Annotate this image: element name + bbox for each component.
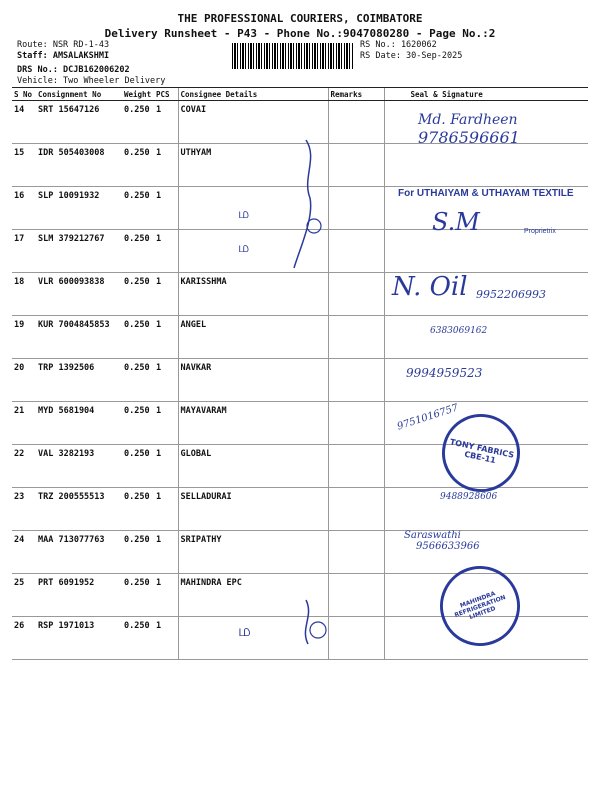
- signature-phone-20: 9994959523: [406, 366, 483, 380]
- cell-sno: 25: [12, 574, 36, 617]
- signature-row-20: [406, 366, 482, 380]
- signature-name: Md. Fardheen: [418, 112, 518, 128]
- staff-text: Staff: AMSALAKSHMI: [17, 51, 110, 61]
- signature-row-18: N. Oil: [392, 272, 468, 302]
- cell-pcs: 1: [154, 488, 178, 531]
- barcode-image: [232, 43, 354, 69]
- cell-consignment: RSP 1971013: [36, 617, 122, 660]
- cell-remarks: [328, 402, 384, 445]
- cell-pcs: 1: [154, 230, 178, 273]
- col-remarks: Remarks: [328, 88, 384, 101]
- cell-weight: 0.250: [122, 359, 154, 402]
- cell-pcs: 1: [154, 617, 178, 660]
- cell-consignment: MYD 5681904: [36, 402, 122, 445]
- cell-pcs: 1: [154, 101, 178, 144]
- cell-consignee: ANGEL: [178, 316, 328, 359]
- cell-remarks: [328, 316, 384, 359]
- col-weight: Weight: [122, 88, 154, 101]
- cell-consignee: KARISSHMA: [178, 273, 328, 316]
- handwritten-bracket-15-17: [230, 138, 330, 278]
- table-row: [12, 488, 588, 531]
- rs-date-text: RS Date: 30-Sep-2025: [360, 51, 463, 61]
- cell-weight: 0.250: [122, 187, 154, 230]
- cell-remarks: [328, 187, 384, 230]
- tick-mark-17: ம: [238, 240, 250, 256]
- bracket-stroke: [294, 140, 311, 268]
- cell-consignee: SELLADURAI: [178, 488, 328, 531]
- circled-mark: [307, 219, 321, 233]
- cell-pcs: 1: [154, 273, 178, 316]
- cell-weight: 0.250: [122, 574, 154, 617]
- cell-consignment: TRP 1392506: [36, 359, 122, 402]
- cell-weight: 0.250: [122, 316, 154, 359]
- cell-remarks: [328, 445, 384, 488]
- bracket-stroke: [305, 600, 308, 644]
- cell-pcs: 1: [154, 574, 178, 617]
- cell-weight: 0.250: [122, 488, 154, 531]
- handwritten-mark-26: [230, 598, 340, 648]
- cell-consignee: MAYAVARAM: [178, 402, 328, 445]
- cell-seal: [384, 316, 588, 359]
- signature-phone-18: 9952206993: [476, 288, 546, 301]
- cell-consignment: VAL 3282193: [36, 445, 122, 488]
- col-consignment: Consignment No: [36, 88, 122, 101]
- cell-sno: 17: [12, 230, 36, 273]
- header-left: [17, 40, 165, 87]
- table-header-row: [12, 88, 588, 101]
- cell-weight: 0.250: [122, 445, 154, 488]
- circled-mark: [310, 622, 326, 638]
- cell-remarks: [328, 101, 384, 144]
- tick-mark: ம: [238, 621, 251, 640]
- cell-pcs: 1: [154, 531, 178, 574]
- cell-pcs: 1: [154, 402, 178, 445]
- cell-remarks: [328, 488, 384, 531]
- cell-pcs: 1: [154, 359, 178, 402]
- cell-consignment: SRT 15647126: [36, 101, 122, 144]
- cell-weight: 0.250: [122, 273, 154, 316]
- company-title: THE PROFESSIONAL COURIERS, COIMBATORE: [177, 12, 423, 25]
- cell-weight: 0.250: [122, 531, 154, 574]
- cell-consignee: MAHINDRA EPC: [178, 574, 328, 617]
- cell-sno: 20: [12, 359, 36, 402]
- cell-consignment: IDR 505403008: [36, 144, 122, 187]
- signature-row-24: [404, 530, 480, 552]
- signature-row-19: [430, 326, 487, 336]
- cell-pcs: 1: [154, 316, 178, 359]
- cell-sno: 14: [12, 101, 36, 144]
- runsheet-title: Delivery Runsheet - P43 - Phone No.:9047080280 - Page No.:2: [104, 27, 496, 40]
- route-text: Route: NSR RD-1-43: [17, 40, 110, 50]
- cell-consignment: KUR 7004845853: [36, 316, 122, 359]
- cell-pcs: 1: [154, 144, 178, 187]
- cell-consignment: PRT 6091952: [36, 574, 122, 617]
- cell-seal: [384, 144, 588, 187]
- cell-pcs: 1: [154, 445, 178, 488]
- cell-remarks: [328, 531, 384, 574]
- cell-seal: [384, 359, 588, 402]
- cell-weight: 0.250: [122, 230, 154, 273]
- cell-remarks: [328, 144, 384, 187]
- cell-consignment: SLP 10091932: [36, 187, 122, 230]
- cell-sno: 16: [12, 187, 36, 230]
- cell-consignment: SLM 379212767: [36, 230, 122, 273]
- cell-consignment: MAA 713077763: [36, 531, 122, 574]
- cell-sno: 19: [12, 316, 36, 359]
- signature-phone: 9786596661: [418, 128, 520, 147]
- stamp-text: TONY FABRICS CBE-11: [449, 437, 515, 466]
- col-consignee: Consignee Details: [178, 88, 328, 101]
- table-row: [12, 316, 588, 359]
- cell-remarks: [328, 359, 384, 402]
- cell-sno: 26: [12, 617, 36, 660]
- table-row: [12, 359, 588, 402]
- table-row: [12, 531, 588, 574]
- signature-phone-19: 6383069162: [430, 326, 488, 336]
- signature-phone-24: 9566633966: [416, 541, 480, 552]
- textile-role: Proprietrix: [524, 228, 556, 235]
- cell-consignment: TRZ 200555513: [36, 488, 122, 531]
- cell-sno: 22: [12, 445, 36, 488]
- cell-sno: 15: [12, 144, 36, 187]
- cell-remarks: [328, 230, 384, 273]
- drs-text: DRS No.: DCJB162006202: [17, 65, 130, 75]
- cell-sno: 21: [12, 402, 36, 445]
- cell-consignee: SRIPATHY: [178, 531, 328, 574]
- cell-consignee: COVAI: [178, 101, 328, 144]
- signature-name: Saraswathi: [404, 530, 461, 541]
- tick-mark-16: ம: [238, 206, 250, 222]
- cell-consignee: NAVKAR: [178, 359, 328, 402]
- signature-row-17: S.M: [432, 208, 480, 236]
- signature-phone-23: 9488928606: [440, 492, 498, 502]
- rs-no-text: RS No.: 1620062: [360, 40, 437, 50]
- cell-weight: 0.250: [122, 402, 154, 445]
- col-sno: S No: [12, 88, 36, 101]
- vehicle-text: Vehicle: Two Wheeler Delivery: [17, 76, 166, 86]
- col-seal: Seal & Signature: [384, 88, 588, 101]
- textile-stamp: For UTHAIYAM & UTHAYAM TEXTILE: [398, 188, 574, 199]
- cell-weight: 0.250: [122, 144, 154, 187]
- cell-consignment: VLR 600093838: [36, 273, 122, 316]
- cell-sno: 24: [12, 531, 36, 574]
- signature-phone-21: 9751016757: [395, 402, 460, 433]
- cell-seal: [384, 230, 588, 273]
- cell-remarks: [328, 273, 384, 316]
- cell-sno: 18: [12, 273, 36, 316]
- signature-row-14: [418, 112, 520, 147]
- cell-sno: 23: [12, 488, 36, 531]
- header-right: [360, 40, 462, 62]
- cell-pcs: 1: [154, 187, 178, 230]
- cell-consignee: GLOBAL: [178, 445, 328, 488]
- cell-consignee: UTHYAM: [178, 144, 328, 187]
- cell-weight: 0.250: [122, 617, 154, 660]
- stamp-text: MAHINDRA REFRIGERATION LIMITED: [453, 589, 507, 621]
- cell-weight: 0.250: [122, 101, 154, 144]
- signature-row-23: [400, 492, 497, 502]
- col-pcs: PCS: [154, 88, 178, 101]
